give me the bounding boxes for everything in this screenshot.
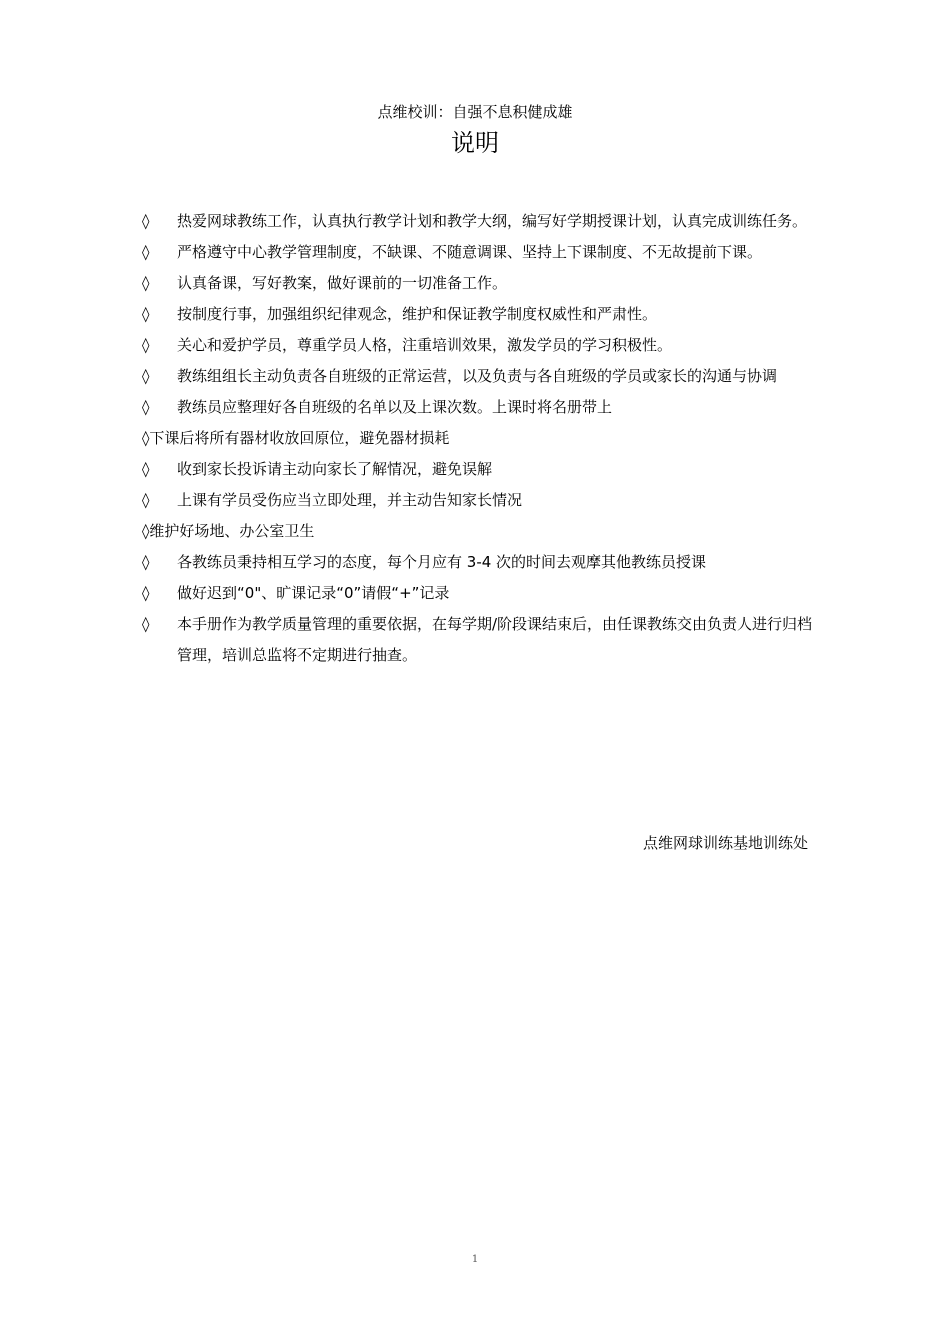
diamond-bullet-icon: ◊ — [142, 460, 150, 478]
list-item — [142, 330, 814, 361]
list-item — [142, 237, 814, 268]
list-item-text: 教练员应整理好各自班级的名单以及上课次数。上课时将名册带上 — [177, 398, 613, 416]
list-item-text: 本手册作为教学质量管理的重要依据，在每学期/阶段课结束后，由任课教练交由负责人进行归档管理，培训总监将不定期进行抽查。 — [177, 615, 813, 664]
diamond-bullet-icon: ◊ — [142, 336, 150, 354]
list-item — [142, 609, 814, 671]
diamond-bullet-icon: ◊ — [142, 615, 150, 633]
list-item-text: 下课后将所有器材收放回原位，避免器材损耗 — [149, 429, 450, 447]
list-item-text: 收到家长投诉请主动向家长了解情况，避免误解 — [177, 460, 493, 478]
list-item-text: 认真备课，写好教案，做好课前的一切准备工作。 — [177, 274, 508, 292]
list-item-text: 热爱网球教练工作，认真执行教学计划和教学大纲，编写好学期授课计划，认真完成训练任务。 — [177, 212, 808, 230]
list-item — [142, 299, 814, 330]
diamond-bullet-icon: ◊ — [142, 429, 150, 447]
list-item — [142, 516, 814, 547]
list-item — [142, 454, 814, 485]
diamond-bullet-icon: ◊ — [142, 212, 150, 230]
diamond-bullet-icon: ◊ — [142, 522, 150, 540]
list-item-text: 关心和爱护学员，尊重学员人格，注重培训效果，激发学员的学习积极性。 — [177, 336, 673, 354]
list-item — [142, 547, 814, 578]
rules-list — [142, 206, 814, 671]
list-item — [142, 578, 814, 609]
list-item-text: 教练组组长主动负责各自班级的正常运营，以及负责与各自班级的学员或家长的沟通与协调 — [177, 367, 778, 385]
list-item — [142, 268, 814, 299]
diamond-bullet-icon: ◊ — [142, 305, 150, 323]
diamond-bullet-icon: ◊ — [142, 274, 150, 292]
page-title: 说明 — [451, 129, 499, 157]
list-item-text: 做好迟到“0"、旷课记录“0”请假“+”记录 — [177, 584, 450, 602]
diamond-bullet-icon: ◊ — [142, 398, 150, 416]
list-item-text: 严格遵守中心教学管理制度，不缺课、不随意调课、坚持上下课制度、不无故提前下课。 — [177, 243, 763, 261]
list-item — [142, 392, 814, 423]
list-item-text: 维护好场地、办公室卫生 — [149, 522, 315, 540]
diamond-bullet-icon: ◊ — [142, 553, 150, 571]
list-item — [142, 361, 814, 392]
school-motto: 点维校训：自强不息积健成雄 — [377, 103, 573, 121]
diamond-bullet-icon: ◊ — [142, 491, 150, 509]
diamond-bullet-icon: ◊ — [142, 584, 150, 602]
signature: 点维网球训练基地训练处 — [642, 834, 808, 852]
diamond-bullet-icon: ◊ — [142, 367, 150, 385]
diamond-bullet-icon: ◊ — [142, 243, 150, 261]
list-item-text: 各教练员秉持相互学习的态度，每个月应有 3-4 次的时间去观摩其他教练员授课 — [177, 553, 707, 571]
list-item-text: 按制度行事，加强组织纪律观念，维护和保证教学制度权威性和严肃性。 — [177, 305, 658, 323]
page-number: 1 — [471, 1254, 479, 1265]
list-item — [142, 485, 814, 516]
list-item — [142, 206, 814, 237]
list-item — [142, 423, 814, 454]
list-item-text: 上课有学员受伤应当立即处理，并主动告知家长情况 — [177, 491, 523, 509]
